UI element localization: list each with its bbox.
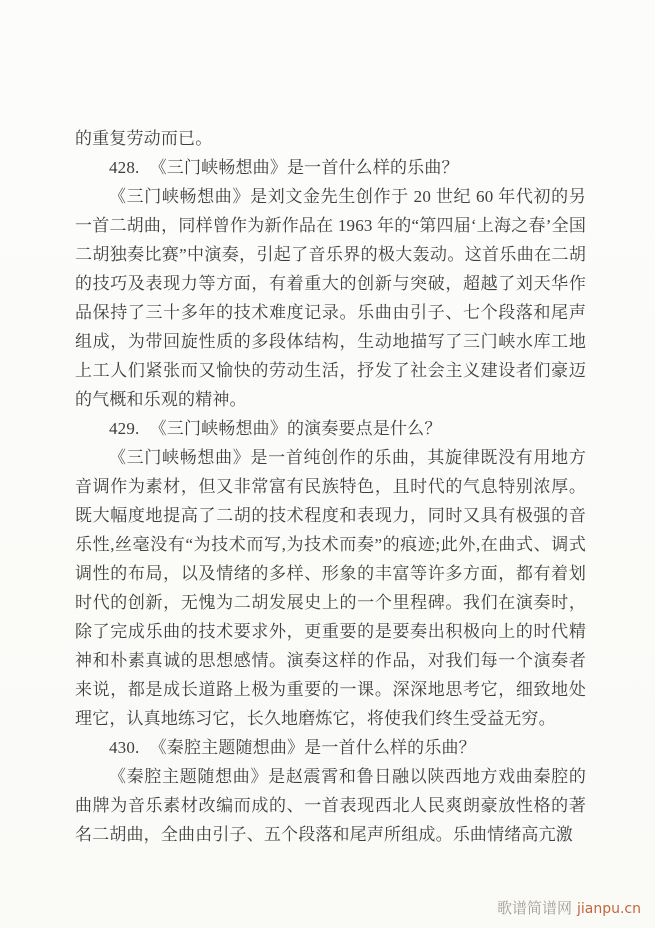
- paragraph-text: 《秦腔主题随想曲》是赵震霄和鲁日融以陕西地方戏曲秦腔的曲牌为音乐素材改编而成的、一首表现西北人民爽朗豪放性格的著名二胡曲，全曲由引子、五个段落和尾声所组成。乐曲情绪高亢激: [75, 767, 586, 844]
- paragraph: [75, 443, 586, 733]
- question-number: 430.: [109, 738, 140, 757]
- watermark: [497, 897, 641, 918]
- paragraph-text: 《三门峡畅想曲》的演奏要点是什么？: [149, 419, 442, 438]
- paragraph-text: 《秦腔主题随想曲》是一首什么样的乐曲？: [149, 738, 476, 757]
- text-block: [75, 124, 586, 849]
- watermark-site-url: jianpu.cn: [576, 901, 641, 917]
- watermark-site-name: 歌谱简谱网: [496, 901, 572, 917]
- paragraph-text: 《三门峡畅想曲》是一首纯创作的乐曲，其旋律既没有用地方音调作为素材，但又非常富有民族特色，且时代的气息特别浓厚。既大幅度地提高了二胡的技术程度和表现力，同时又具有极强的音乐性,丝毫没有“为技术而写,为技术而奏”的痕迹;此外,在曲式、调式调性的布局，以及情绪的多样、形象的丰富等许多方面，都有着划时代的创新，无愧为二胡发展史上的一个里程碑。我们在演奏时，除了完成乐曲的技术要求外，更重要的是要奏出积极向上的时代精神和朴素真诚的思想感情。演奏这样的作品，对我们每一个演奏者来说，都是成长道路上极为重要的一课。深深地思考它，细致地处理它，认真地练习它，长久地磨炼它，将使我们终生受益无穷。: [75, 448, 586, 728]
- paragraph: [75, 182, 586, 414]
- paragraph-text: 《三门峡畅想曲》是刘文金先生创作于 20 世纪 60 年代初的另一首二胡曲，同样曾作为新作品在 1963 年的“第四届‘上海之春’全国二胡独奏比赛”中演奏，引起了音乐界的极大轰动。这首乐曲在二胡的技巧及表现力等方面，有着重大的创新与突破，超越了刘天华作品保持了三十多年的技术难度记录。乐曲由引子、七个段落和尾声组成，为带回旋性质的多段体结构，生动地描写了三门峡水库工地上工人们紧张而又愉快的劳动生活，抒发了社会主义建设者们豪迈的气概和乐观的精神。: [75, 187, 586, 409]
- paragraph: [75, 153, 586, 182]
- paragraph: [75, 414, 586, 443]
- question-number: 429.: [109, 419, 140, 438]
- paragraph: [75, 762, 586, 849]
- paragraph: [75, 733, 586, 762]
- paragraph-text: 《三门峡畅想曲》是一首什么样的乐曲？: [149, 158, 459, 177]
- question-number: 428.: [109, 158, 140, 177]
- paragraph-text: 的重复劳动而已。: [75, 129, 213, 148]
- paragraph: [75, 124, 586, 153]
